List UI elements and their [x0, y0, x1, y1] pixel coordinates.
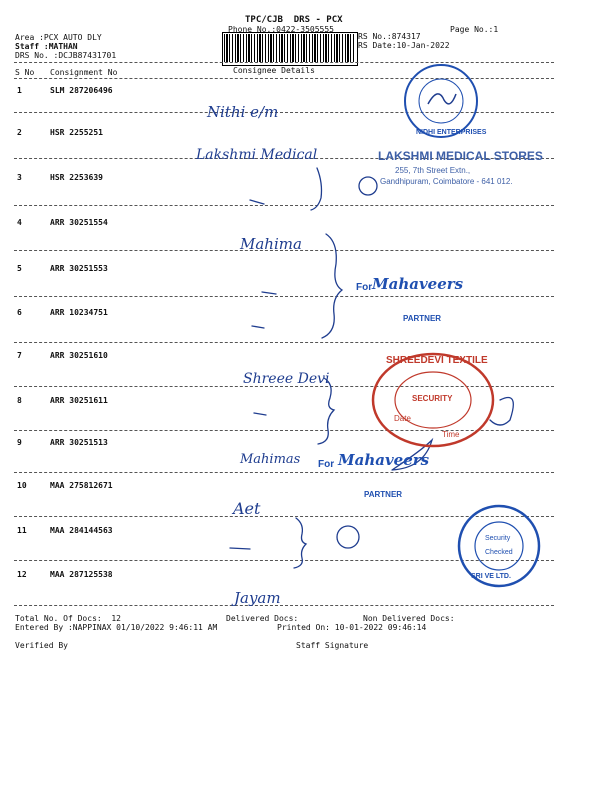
printed-on: Printed On: 10-01-2022 09:46:14: [277, 623, 427, 632]
rs-date: RS Date:10-Jan-2022: [358, 41, 450, 50]
row-consignment: MAA 275812671: [50, 481, 113, 490]
row-sno: 8: [17, 396, 22, 405]
row-consignment: ARR 30251611: [50, 396, 108, 405]
row-consignment: ARR 30251513: [50, 438, 108, 447]
signature-circle: [337, 526, 359, 548]
total-docs: Total No. Of Docs: 12: [15, 614, 121, 623]
shreedevi-security: SECURITY: [412, 394, 453, 403]
brace-mark: [322, 234, 342, 338]
delivered-docs: Delivered Docs:: [226, 614, 299, 623]
row-consignment: HSR 2253639: [50, 173, 103, 182]
handwritten-name: Mahima: [240, 235, 302, 253]
document-title: TPC/CJB DRS - PCX: [245, 15, 343, 25]
nidhi-stamp-text: NIDHI ENTERPRISES: [416, 129, 487, 136]
mahaveers-logo: Mahaveers: [338, 451, 430, 469]
partner-label: PARTNER: [364, 490, 403, 499]
row-sno: 2: [17, 128, 22, 137]
shreedevi-date: Date: [394, 414, 411, 423]
staff-field: Staff :MATHAN: [15, 42, 78, 51]
row-consignment: MAA 284144563: [50, 526, 113, 535]
signature-circle: [359, 177, 377, 195]
partner-label: PARTNER: [403, 314, 442, 323]
handwritten-name: Aet: [233, 499, 261, 518]
security-stamp: [455, 502, 543, 590]
shreedevi-stamp: [368, 350, 498, 450]
row-sno: 11: [17, 526, 27, 535]
mahaveers-for: For: [356, 282, 373, 293]
lakshmi-stamp-name: LAKSHMI MEDICAL STORES: [378, 149, 543, 163]
brace-mark: [294, 518, 306, 568]
entered-by: Entered By :NAPPINAX 01/10/2022 9:46:11 AM: [15, 623, 218, 632]
brace-mark: [318, 378, 334, 444]
row-consignment: ARR 10234751: [50, 308, 108, 317]
handwritten-name: Nithi e/m: [207, 103, 279, 121]
row-sno: 7: [17, 351, 22, 360]
staff-signature: Staff Signature: [296, 641, 369, 650]
mahaveers-for: For: [318, 459, 335, 470]
shreedevi-time: Time: [442, 430, 460, 439]
area-field: Area :PCX AUTO DLY: [15, 33, 102, 42]
row-consignment: HSR 2255251: [50, 128, 103, 137]
handwritten-name: Shreee Devi: [243, 371, 330, 387]
drs-number: DRS No. :DCJB87431701: [15, 51, 117, 60]
handwritten-name: Lakshmi Medical: [196, 147, 318, 163]
row-sno: 10: [17, 481, 27, 490]
row-sno: 6: [17, 308, 22, 317]
row-sno: 3: [17, 173, 22, 182]
row-sno: 5: [17, 264, 22, 273]
verified-by: Verified By: [15, 641, 68, 650]
mahaveers-logo: Mahaveers: [372, 275, 464, 293]
phone-number: Phone No.:0422-3505555: [228, 25, 334, 34]
row-sno: 1: [17, 86, 22, 95]
lakshmi-stamp-address: 255, 7th Street Extn.,: [395, 166, 471, 175]
handwritten-name: Jayam: [234, 589, 281, 607]
row-consignment: SLM 287206496: [50, 86, 113, 95]
row-sno: 9: [17, 438, 22, 447]
security-stamp-checked: Checked: [485, 549, 513, 556]
rs-number: RS No.:874317: [358, 32, 421, 41]
row-consignment: MAA 287125538: [50, 570, 113, 579]
row-consignment: ARR 30251554: [50, 218, 108, 227]
row-consignment: ARR 30251553: [50, 264, 108, 273]
handwritten-name: Mahimas: [240, 452, 301, 467]
security-stamp-label: Security: [485, 535, 511, 542]
nidhi-stamp: [400, 62, 487, 140]
row-sno: 12: [17, 570, 27, 579]
column-header-consignment: Consignment No: [50, 68, 118, 77]
shreedevi-stamp-name: SHREEDEVI TEXTILE: [386, 355, 488, 366]
column-header-consignee: Consignee Details: [233, 66, 315, 75]
row-consignment: ARR 30251610: [50, 351, 108, 360]
column-header-sno: S No: [15, 68, 35, 77]
non-delivered-docs: Non Delivered Docs:: [363, 614, 455, 623]
row-sno: 4: [17, 218, 22, 227]
lakshmi-stamp-address: Gandhipuram, Coimbatore - 641 012.: [380, 177, 513, 186]
page-number: Page No.:1: [450, 25, 499, 34]
security-stamp-name: SRI VE LTD.: [471, 573, 511, 580]
brace-mark: [311, 168, 322, 210]
